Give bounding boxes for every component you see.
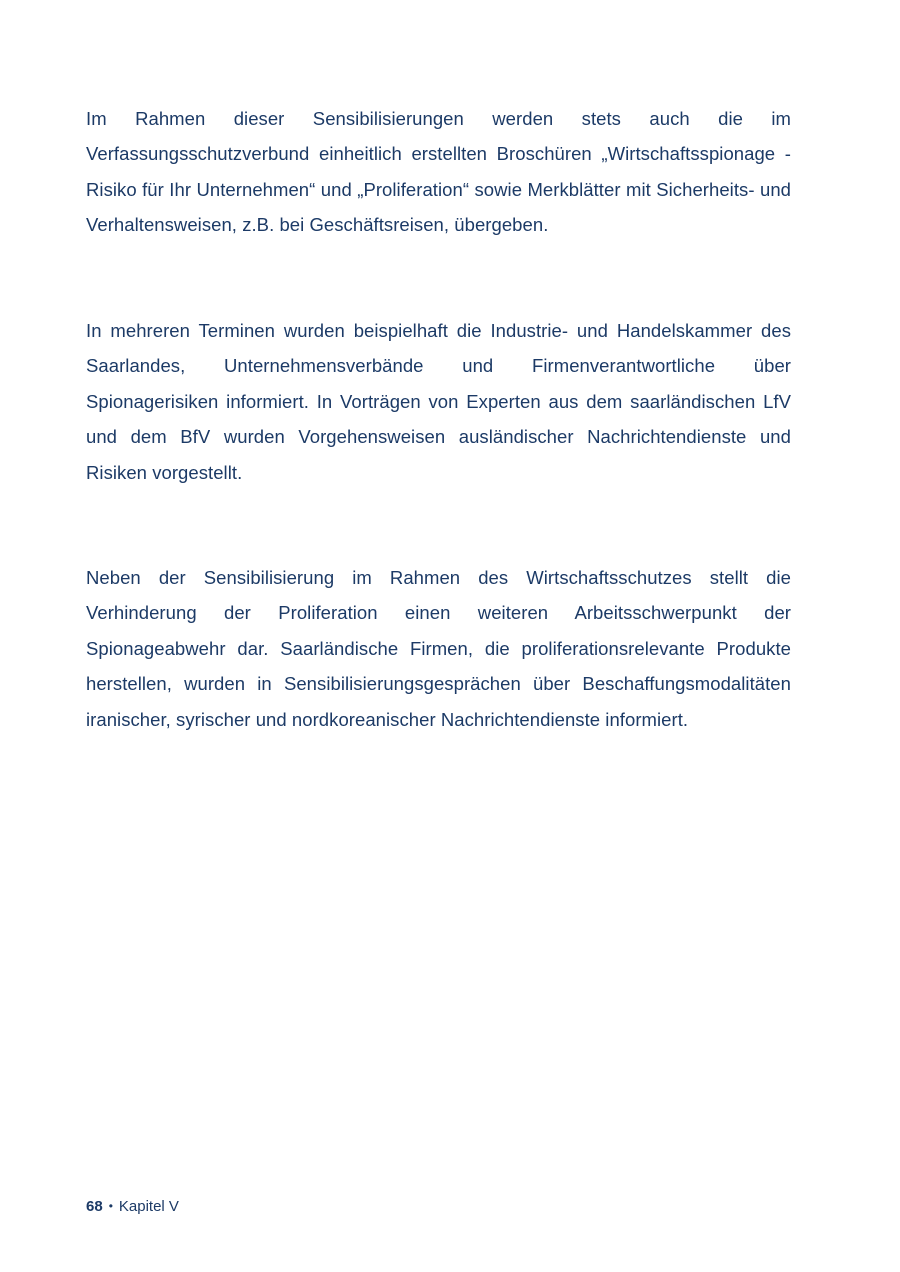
paragraph-sensibilisierungen: Im Rahmen dieser Sensibilisierungen werden stets auch die im Verfassungsschutzverbund einheitlich erstellten Broschüren „Wirtschaftsspionage - Risiko für Ihr Unternehmen“ und „Proliferation“ sowie Merkblätter mit Sicherheits- und Verhaltensweisen, z.B. bei Geschäftsreisen, übergeben.: [86, 108, 791, 236]
paragraph-proliferation: Neben der Sensibilisierung im Rahmen des Wirtschaftsschutzes stellt die Verhinderung der Proliferation einen weiteren Arbeitsschwerpunkt der Spionageabwehr dar. Saarländische Firmen, die proliferationsrelevante Produkte herstellen, wurden in Sensibilisierungsgesprächen über Beschaffungsmodalitäten iranischer, syrischer und nordkoreanischer Nachrichtendienste informiert.: [86, 567, 791, 730]
footer-separator: •: [108, 1199, 113, 1213]
chapter-label: Kapitel V: [118, 1198, 179, 1215]
page-number: 68: [86, 1198, 103, 1215]
paragraph-termine: In mehreren Terminen wurden beispielhaft die Industrie- und Handelskammer des Saarlandes, Unternehmensverbände und Firmenverantwortliche über Spionagerisiken informiert. In Vorträgen von Experten aus dem saarländischen LfV und dem BfV wurden Vorgehensweisen ausländischer Nachrichtendienste und Risiken vorgestellt.: [86, 320, 791, 483]
page-footer: [86, 1197, 179, 1217]
